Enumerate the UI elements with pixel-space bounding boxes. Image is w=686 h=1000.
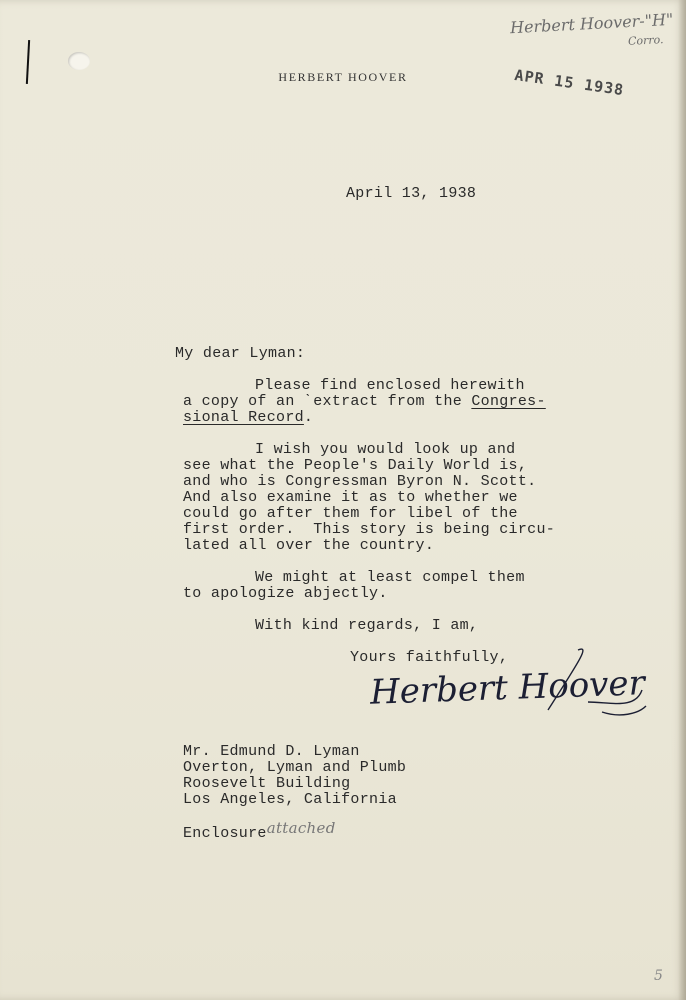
signature: Herbert Hoover [369,663,646,713]
para2-line: And also examine it as to whether we [183,489,518,506]
para2-line: first order. This story is being circu- [183,521,556,538]
letter-date: April 13, 1938 [346,185,477,202]
salutation: My dear Lyman: [175,345,306,362]
para2-line: I wish you would look up and [255,441,516,458]
para2-line: could go after them for libel of the [183,505,518,522]
handwritten-file-note-sub: Corro. [627,33,664,48]
para1-line1: Please find enclosed herewith [255,377,525,394]
para1-line3 [183,410,313,426]
closing-regards: With kind regards, I am, [255,617,479,634]
address-line: Roosevelt Building [183,775,351,792]
para2-line: lated all over the country. [183,537,435,554]
address-line: Mr. Edmund D. Lyman [183,743,360,760]
page-edge-shadow [678,0,686,1000]
letterhead: HERBERT HOOVER [278,70,408,84]
para3-line: We might at least compel them [255,569,525,586]
para3-line: to apologize abjectly. [183,585,388,602]
para1-line2 [183,394,546,410]
page-mark: 5 [654,968,663,984]
para1-underlined-text-2: sional Record [183,409,304,426]
para1-line3-suffix: . [303,409,314,426]
signature-flourish [540,640,650,730]
closing: Yours faithfully, [350,649,509,666]
handwritten-file-note: Herbert Hoover-"H" [509,9,674,38]
enclosure-handwritten: attached [266,819,336,837]
punch-hole [68,52,90,70]
para2-line: and who is Congressman Byron N. Scott. [183,473,537,490]
enclosure-typed: Enclosure [183,825,267,842]
para1-line2-text: a copy of an ˋextract from the [183,393,472,410]
para2-line: see what the People's Daily World is, [183,457,528,474]
received-date-stamp: APR 15 1938 [513,66,626,100]
address-line: Los Angeles, California [183,791,397,808]
para1-underlined-text: Congres- [471,393,546,410]
enclosure-line [183,819,336,842]
address-line: Overton, Lyman and Plumb [183,759,407,776]
